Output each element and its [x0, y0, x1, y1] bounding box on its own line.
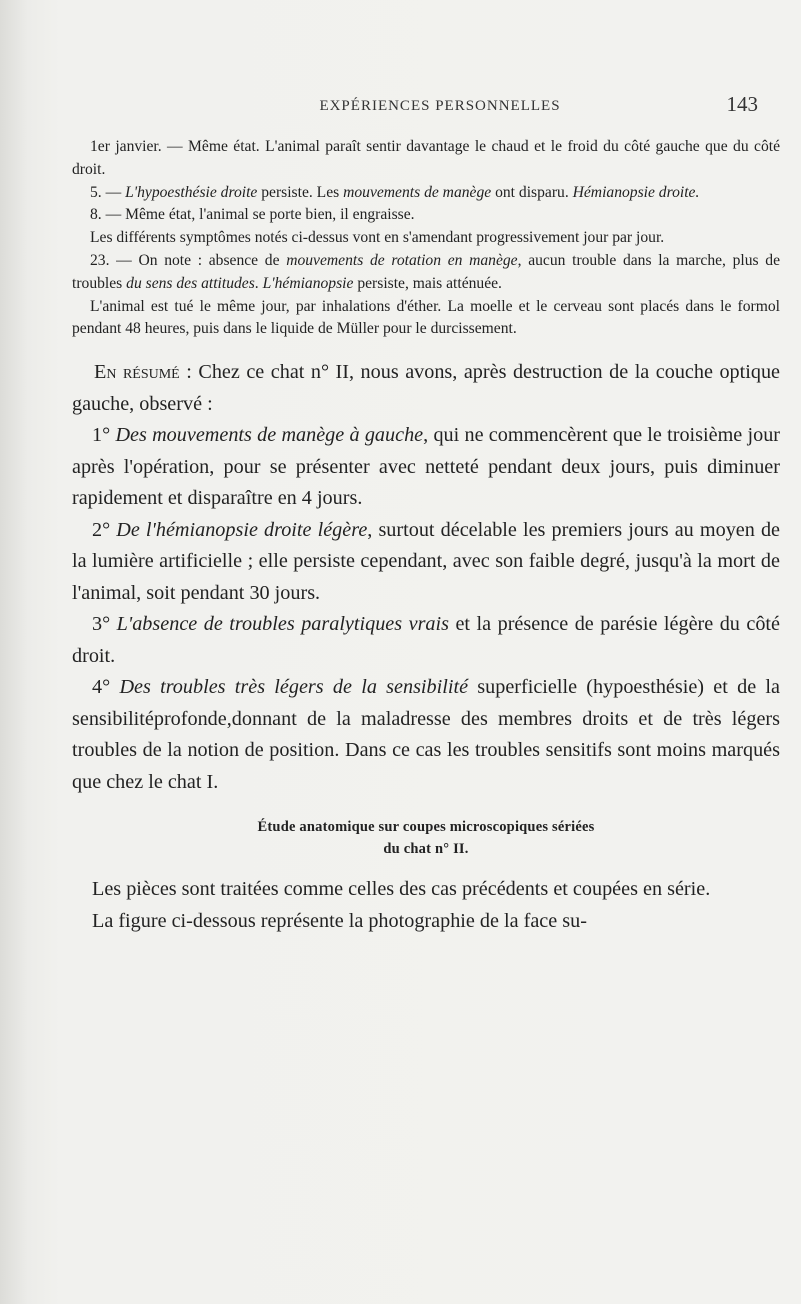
note-text: — Même état. L'animal paraît sentir davantage le chaud et le froid du côté gauche que du côté droit. [72, 138, 780, 178]
note-emphasis: mouvements de manège [343, 183, 492, 201]
note-sacrifice: L'animal est tué le même jour, par inhalations d'éther. La moelle et le cerveau sont placés dans le formol pendant 48 heures, puis dans le liquide de Müller pour le durcissement. [72, 297, 780, 338]
note-8 [72, 204, 780, 227]
note-text: — Même état, l'animal se porte bien, il engraisse. [101, 206, 415, 224]
section-heading-line-2: du chat n° II. [383, 841, 469, 858]
summary-item-4 [72, 672, 780, 798]
note-emphasis: L'hypoesthésie droite [125, 183, 258, 201]
note-text: — [101, 183, 126, 201]
note-date: 1er janvier. [90, 138, 162, 155]
page-number: 143 [726, 92, 758, 116]
section-heading-line-1: Étude anatomique sur coupes microscopiques sériées [257, 819, 595, 836]
note-text: , aucun trouble dans la marche, plus de troubles [72, 251, 781, 292]
note-emphasis: L'hémianopsie [262, 274, 354, 292]
note-jan-1 [72, 136, 780, 182]
note-text: persiste, mais atténuée. [353, 274, 502, 292]
summary-item-1 [72, 420, 780, 515]
item-number: 4° [92, 676, 120, 699]
item-emphasis: De l'hémianopsie droite légère [116, 518, 368, 541]
note-text: ont disparu. [491, 183, 573, 201]
item-number: 2° [92, 518, 117, 541]
summary-item-3 [72, 609, 780, 672]
item-text: superficielle (hypoesthésie) et de la sensibilitéprofonde,donnant de la maladresse des membres droits et de très légers troubles de la notion de position. Dans ce cas les troubles sensitifs sont moins marqués que chez le chat I. [72, 676, 780, 793]
note-text: . [254, 274, 263, 292]
page-body [72, 136, 780, 937]
summary-item-2 [72, 515, 780, 610]
note-emphasis: Hémianopsie droite. [572, 183, 700, 201]
note-5 [72, 182, 780, 205]
item-text: , surtout décelable les premiers jours au moyen de la lumière artificielle ; elle persiste cependant, avec son faible degré, jusqu'à la mort de l'animal, soit pendant 30 jours. [72, 518, 781, 604]
running-title: EXPÉRIENCES PERSONNELLES [319, 98, 561, 114]
item-emphasis: Des mouvements de manège à gauche [115, 424, 424, 447]
item-emphasis: L'absence de troubles paralytiques vrais [116, 613, 449, 636]
clinical-notes [72, 136, 780, 341]
item-text: , qui ne commencèrent que le troisième jour après l'opération, pour se présenter avec netteté pendant deux jours, puis diminuer rapidement et disparaître en 4 jours. [72, 424, 781, 510]
item-number: 1° [92, 424, 116, 447]
section-paragraph-2: La figure ci-dessous représente la photographie de la face su- [92, 909, 587, 932]
note-date: 8. [90, 206, 102, 224]
note-date: 23. [90, 251, 110, 269]
note-text: — On note : absence de [109, 251, 287, 269]
note-progress: Les différents symptômes notés ci-dessus vont en s'amendant progressivement jour par jour. [90, 229, 665, 247]
summary-intro-text: : Chez ce chat n° II, nous avons, après destruction de la couche optique gauche, observé : [72, 361, 780, 415]
note-text: persiste. Les [257, 183, 344, 201]
section-heading [72, 816, 780, 860]
note-date: 5. [90, 183, 102, 201]
note-emphasis: du sens des attitudes [126, 274, 255, 292]
item-emphasis: Des troubles très légers de la sensibilité [119, 676, 469, 699]
summary-intro [72, 357, 780, 420]
item-text: et la présence de parésie légère du côté droit. [72, 613, 781, 667]
note-emphasis: mouvements de rotation en manège [286, 251, 518, 269]
item-number: 3° [92, 613, 117, 636]
summary-lead: En résumé [94, 361, 180, 384]
section-paragraph-1: Les pièces sont traitées comme celles des cas précédents et coupées en série. [92, 878, 711, 901]
page-header [120, 92, 780, 122]
section-body [72, 874, 780, 937]
note-23 [72, 250, 780, 296]
summary [72, 357, 780, 798]
